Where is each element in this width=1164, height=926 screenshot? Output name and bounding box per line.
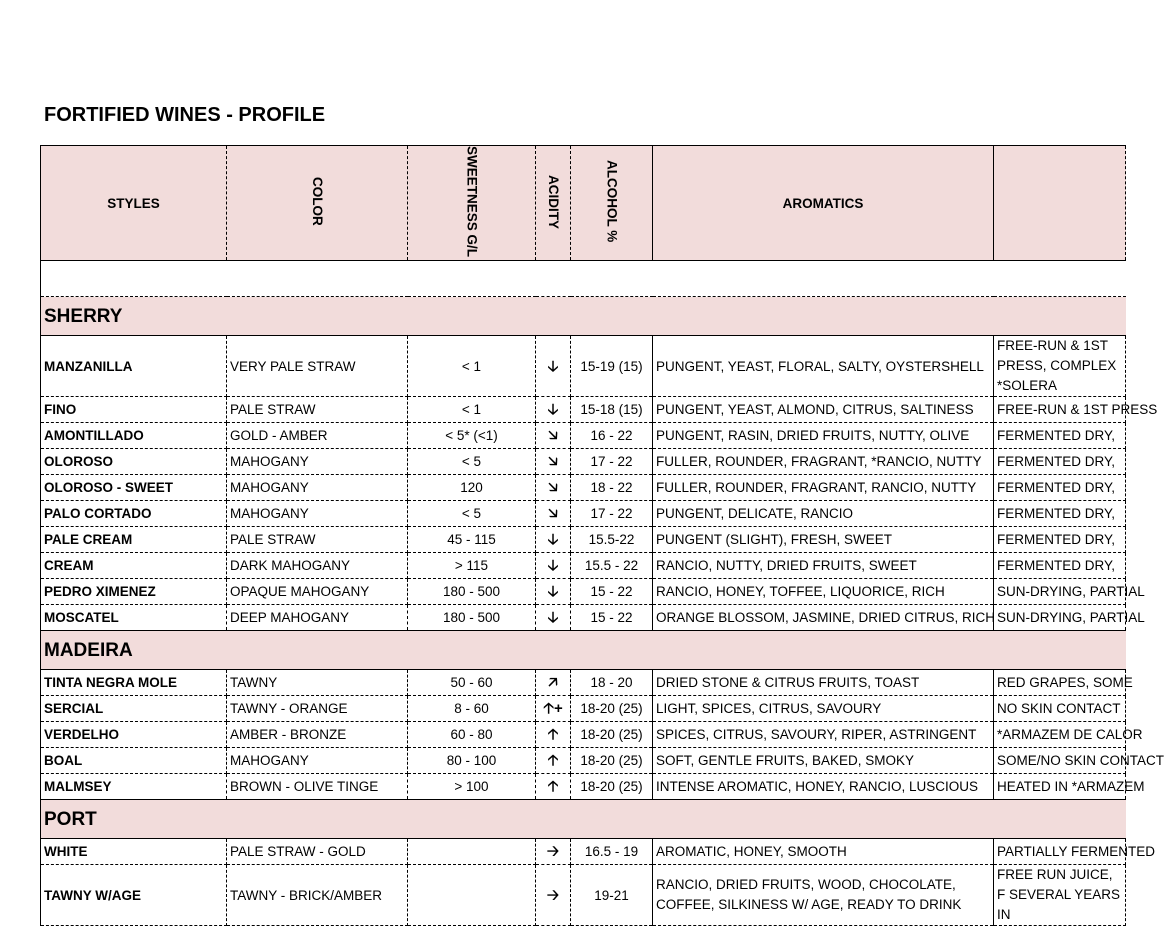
header-aromatics: AROMATICS [653,146,994,261]
aromatics-cell: RANCIO, DRIED FRUITS, WOOD, CHOCOLATE, COFFEE, SILKINESS W/ AGE, READY TO DRINK [653,865,994,926]
section-header-port [41,800,1126,839]
sweetness-cell: < 5* (<1) [408,423,536,449]
aromatics-cell: PUNGENT (SLIGHT), FRESH, SWEET [653,527,994,553]
alcohol-cell: 18-20 (25) [571,748,653,774]
table-row [41,774,1126,800]
header-color: COLOR [227,146,408,261]
sweetness-cell: 180 - 500 [408,579,536,605]
style-name: SERCIAL [41,696,227,722]
style-name: PALE CREAM [41,527,227,553]
wine-profile-table [40,145,1164,923]
down-arrow-icon: 🡣 [536,527,571,553]
table-row [41,423,1126,449]
color-cell: AMBER - BRONZE [227,722,408,748]
aromatics-cell: DRIED STONE & CITRUS FRUITS, TOAST [653,670,994,696]
style-name: WHITE [41,839,227,865]
sweetness-cell: 80 - 100 [408,748,536,774]
section-header-sherry [41,297,1126,336]
alcohol-cell: 17 - 22 [571,501,653,527]
right-arrow-icon: 🡢 [536,865,571,926]
up-arrow-icon: 🡡 [536,722,571,748]
section-title: PORT [41,800,1126,839]
aromatics-cell: FULLER, ROUNDER, FRAGRANT, *RANCIO, NUTTY [653,449,994,475]
sweetness-cell [408,839,536,865]
alcohol-cell: 15-18 (15) [571,397,653,423]
table-row [41,501,1126,527]
table-row [41,670,1126,696]
aromatics-cell: RANCIO, HONEY, TOFFEE, LIQUORICE, RICH [653,579,994,605]
aromatics-cell: PUNGENT, YEAST, ALMOND, CITRUS, SALTINESS [653,397,994,423]
aromatics-cell: LIGHT, SPICES, CITRUS, SAVOURY [653,696,994,722]
production-cell: FERMENTED DRY, [994,501,1126,527]
production-cell: SUN-DRYING, PARTIAL [994,605,1126,631]
table-row [41,336,1126,397]
color-cell: PALE STRAW [227,397,408,423]
alcohol-cell: 15.5-22 [571,527,653,553]
color-cell: OPAQUE MAHOGANY [227,579,408,605]
color-cell: VERY PALE STRAW [227,336,408,397]
table-row [41,475,1126,501]
aromatics-cell: SPICES, CITRUS, SAVOURY, RIPER, ASTRINGENT [653,722,994,748]
alcohol-cell: 16 - 22 [571,423,653,449]
section-header-madeira [41,631,1126,670]
color-cell: MAHOGANY [227,475,408,501]
production-cell: RED GRAPES, SOME [994,670,1126,696]
sweetness-cell: 45 - 115 [408,527,536,553]
up-right-arrow-icon: 🡥 [536,670,571,696]
up-arrow-icon: 🡡 [536,748,571,774]
alcohol-cell: 17 - 22 [571,449,653,475]
alcohol-cell: 18 - 20 [571,670,653,696]
sweetness-cell: 8 - 60 [408,696,536,722]
header-styles: STYLES [41,146,227,261]
alcohol-cell: 18-20 (25) [571,774,653,800]
header-production [994,146,1126,261]
color-cell: BROWN - OLIVE TINGE [227,774,408,800]
sweetness-cell: 120 [408,475,536,501]
sweetness-cell: 180 - 500 [408,605,536,631]
style-name: MANZANILLA [41,336,227,397]
style-name: AMONTILLADO [41,423,227,449]
sweetness-cell: > 115 [408,553,536,579]
table-row [41,397,1126,423]
down-right-arrow-icon: 🡦 [536,501,571,527]
up-arrow-icon: 🡡 [536,774,571,800]
production-cell: FERMENTED DRY, [994,527,1126,553]
aromatics-cell: AROMATIC, HONEY, SMOOTH [653,839,994,865]
color-cell: PALE STRAW [227,527,408,553]
down-arrow-icon: 🡣 [536,605,571,631]
down-arrow-icon: 🡣 [536,336,571,397]
up-arrow-plus-icon: 🡡+ [536,696,571,722]
table-row [41,722,1126,748]
page-title: FORTIFIED WINES - PROFILE [44,104,326,126]
style-name: MOSCATEL [41,605,227,631]
color-cell: TAWNY - ORANGE [227,696,408,722]
aromatics-cell: PUNGENT, RASIN, DRIED FRUITS, NUTTY, OLIVE [653,423,994,449]
alcohol-cell: 15 - 22 [571,579,653,605]
table-row [41,527,1126,553]
production-cell: FERMENTED DRY, [994,553,1126,579]
table-row [41,553,1126,579]
alcohol-cell: 16.5 - 19 [571,839,653,865]
style-name: TAWNY W/AGE [41,865,227,926]
production-cell: *ARMAZEM DE CALOR [994,722,1126,748]
color-cell: MAHOGANY [227,449,408,475]
color-cell: PALE STRAW - GOLD [227,839,408,865]
sweetness-cell: < 1 [408,397,536,423]
style-name: TINTA NEGRA MOLE [41,670,227,696]
alcohol-cell: 15 - 22 [571,605,653,631]
production-cell: FREE RUN JUICE, F SEVERAL YEARS IN [994,865,1126,926]
table-row [41,696,1126,722]
color-cell: GOLD - AMBER [227,423,408,449]
production-cell: SUN-DRYING, PARTIAL [994,579,1126,605]
production-cell: SOME/NO SKIN CONTACT [994,748,1126,774]
color-cell: DARK MAHOGANY [227,553,408,579]
style-name: OLOROSO [41,449,227,475]
table-row [41,605,1126,631]
sweetness-cell: > 100 [408,774,536,800]
sweetness-cell [408,865,536,926]
sweetness-cell: < 1 [408,336,536,397]
style-name: PALO CORTADO [41,501,227,527]
blank-row [41,261,1126,297]
style-name: OLOROSO - SWEET [41,475,227,501]
style-name: CREAM [41,553,227,579]
aromatics-cell: SOFT, GENTLE FRUITS, BAKED, SMOKY [653,748,994,774]
production-cell: FERMENTED DRY, [994,423,1126,449]
section-title: SHERRY [41,297,1126,336]
color-cell: TAWNY - BRICK/AMBER [227,865,408,926]
color-cell: DEEP MAHOGANY [227,605,408,631]
down-arrow-icon: 🡣 [536,397,571,423]
alcohol-cell: 15-19 (15) [571,336,653,397]
alcohol-cell: 18-20 (25) [571,722,653,748]
header-sweetness: SWEETNESS G/L [408,146,536,261]
alcohol-cell: 19-21 [571,865,653,926]
style-name: BOAL [41,748,227,774]
color-cell: MAHOGANY [227,501,408,527]
section-title: MADEIRA [41,631,1126,670]
style-name: FINO [41,397,227,423]
production-cell: NO SKIN CONTACT [994,696,1126,722]
down-arrow-icon: 🡣 [536,553,571,579]
down-right-arrow-icon: 🡦 [536,423,571,449]
style-name: VERDELHO [41,722,227,748]
production-cell: PARTIALLY FERMENTED [994,839,1126,865]
aromatics-cell: FULLER, ROUNDER, FRAGRANT, RANCIO, NUTTY [653,475,994,501]
alcohol-cell: 15.5 - 22 [571,553,653,579]
alcohol-cell: 18-20 (25) [571,696,653,722]
down-right-arrow-icon: 🡦 [536,449,571,475]
production-cell: FREE-RUN & 1ST PRESS, COMPLEX *SOLERA [994,336,1126,397]
down-right-arrow-icon: 🡦 [536,475,571,501]
alcohol-cell: 18 - 22 [571,475,653,501]
down-arrow-icon: 🡣 [536,579,571,605]
color-cell: TAWNY [227,670,408,696]
production-cell: HEATED IN *ARMAZEM [994,774,1126,800]
aromatics-cell: ORANGE BLOSSOM, JASMINE, DRIED CITRUS, RICH [653,605,994,631]
table-row [41,579,1126,605]
table-row [41,865,1126,926]
style-name: MALMSEY [41,774,227,800]
header-acidity: ACIDITY [536,146,571,261]
table-row [41,748,1126,774]
table-row [41,839,1126,865]
right-arrow-icon: 🡢 [536,839,571,865]
sweetness-cell: 50 - 60 [408,670,536,696]
style-name: PEDRO XIMENEZ [41,579,227,605]
production-cell: FREE-RUN & 1ST PRESS [994,397,1126,423]
aromatics-cell: RANCIO, NUTTY, DRIED FRUITS, SWEET [653,553,994,579]
sweetness-cell: < 5 [408,501,536,527]
sweetness-cell: 60 - 80 [408,722,536,748]
aromatics-cell: INTENSE AROMATIC, HONEY, RANCIO, LUSCIOUS [653,774,994,800]
production-cell: FERMENTED DRY, [994,449,1126,475]
header-alcohol: ALCOHOL % [571,146,653,261]
production-cell: FERMENTED DRY, [994,475,1126,501]
header-row [41,146,1126,261]
aromatics-cell: PUNGENT, YEAST, FLORAL, SALTY, OYSTERSHELL [653,336,994,397]
aromatics-cell: PUNGENT, DELICATE, RANCIO [653,501,994,527]
sweetness-cell: < 5 [408,449,536,475]
color-cell: MAHOGANY [227,748,408,774]
table-row [41,449,1126,475]
